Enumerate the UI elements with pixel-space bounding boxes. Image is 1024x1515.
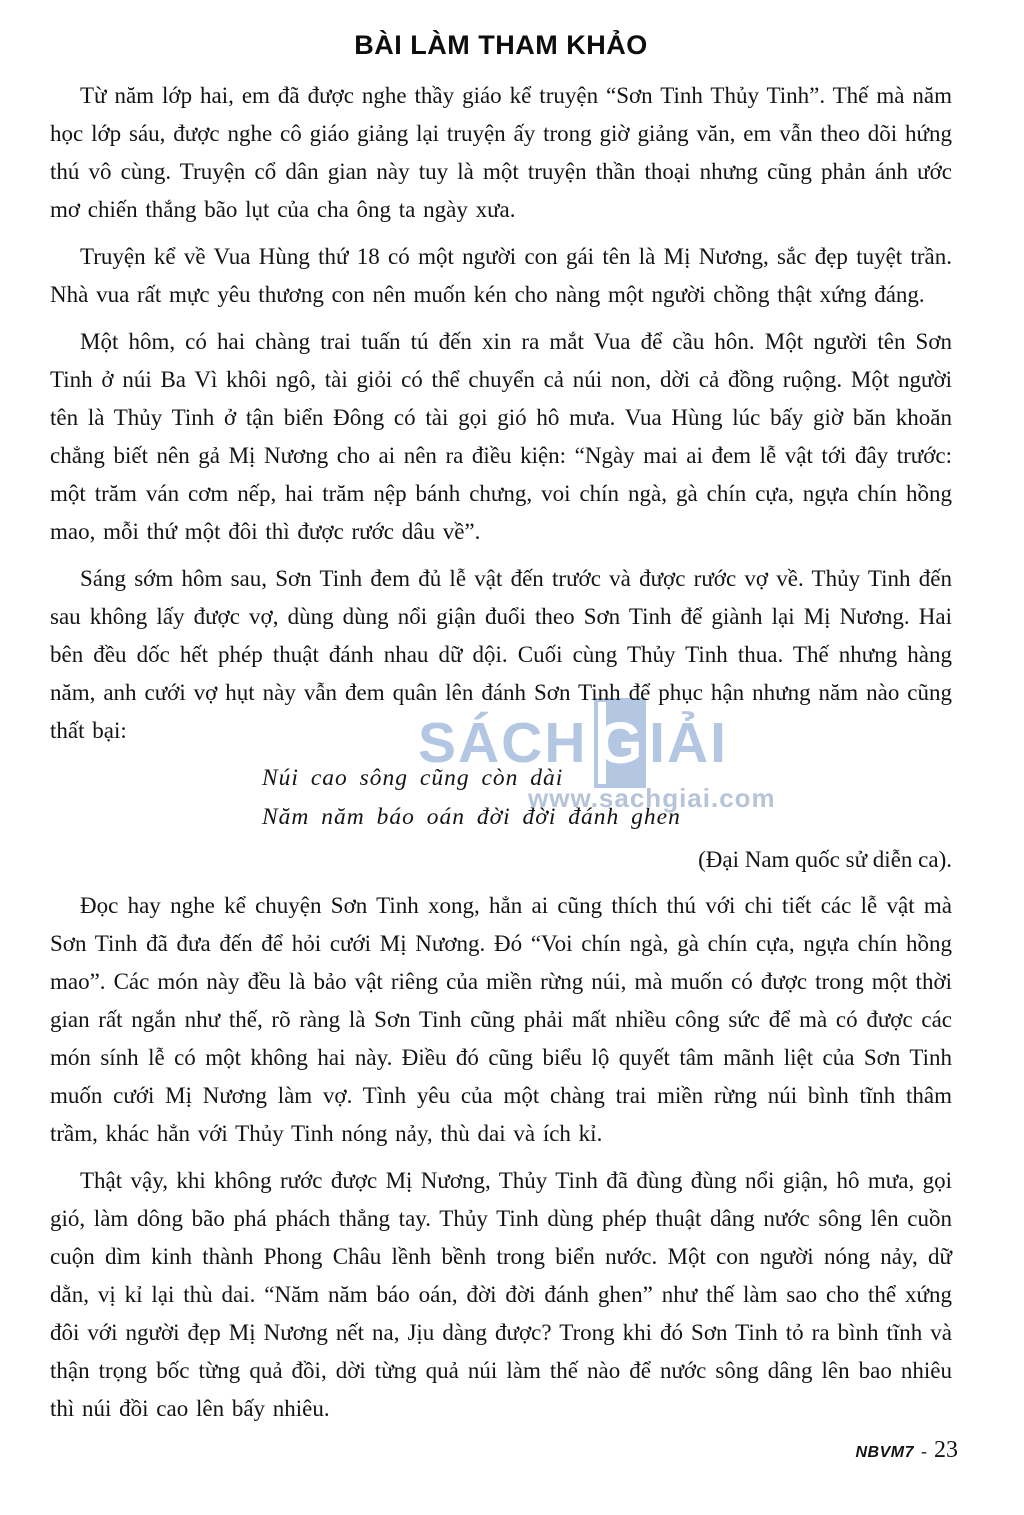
verse-block [262,759,952,837]
footer-code: NBVM7 [855,1444,914,1461]
verse-line-2: Năm năm báo oán đời đời đánh ghen [262,804,681,830]
paragraph-4: Sáng sớm hôm sau, Sơn Tinh đem đủ lễ vật đến trước và được rước vợ về. Thủy Tinh đến sau không lấy được vợ, dùng dùng nổi giận đuổi theo Sơn Tinh để giành lại Mị Nương. Hai bên đều dốc hết phép thuật đánh nhau dữ dội. Cuối cùng Thủy Tinh thua. Thế nhưng hàng năm, anh cưới vợ hụt này vẫn đem quân lên đánh Sơn Tinh để phục hận nhưng năm nào cũng thất bại: [50,566,952,743]
watermark-text-prefix: SÁCH [418,711,588,775]
page-title: BÀI LÀM THAM KHẢO [354,30,648,60]
paragraph-2: Truyện kể về Vua Hùng thứ 18 có một người con gái tên là Mị Nương, sắc đẹp tuyệt trần. Nhà vua rất mực yêu thương con nên muốn kén cho nàng một người chồng thật xứng đáng. [50,244,952,307]
verse-attribution: (Đại Nam quốc sử diễn ca). [698,847,952,872]
footer-page-number: 23 [934,1437,958,1463]
page-footer [855,1437,958,1464]
watermark-url: www.sachgiai.com [528,783,776,813]
watermark-text-suffix: IẢI [649,711,728,775]
footer-separator: - [921,1441,927,1461]
paragraph-6: Thật vậy, khi không rước được Mị Nương, Thủy Tinh đã đùng đùng nổi giận, hô mưa, gọi gió, làm dông bão phá phách thẳng tay. Thủy Tinh dùng phép thuật dâng nước sông lên cuồn cuộn dìm kinh thành Phong Châu lềnh bềnh trong biển nước. Một con người nóng nảy, dữ dằn, vị kỉ lại thù dai. “Năm năm báo oán, đời đời đánh ghen” như thế làm sao cho thể xứng đôi với người đẹp Mị Nương nết na, Jịu dàng được? Trong khi đó Sơn Tinh tỏ ra bình tĩnh và thận trọng bốc từng quả đồi, dời từng quả núi làm thế nào để nước sông dâng lên bao nhiêu thì núi đồi cao lên bấy nhiêu. [50,1168,952,1421]
sachgiai-logo-icon: G [594,698,647,788]
paragraph-1: Từ năm lớp hai, em đã được nghe thầy giáo kể truyện “Sơn Tinh Thủy Tinh”. Thế mà năm học lớp sáu, được nghe cô giáo giảng lại truyện ấy trong giờ giảng văn, em vẫn theo dõi hứng thú vô cùng. Truyện cổ dân gian này tuy là một truyện thần thoại nhưng cũng phản ánh ước mơ chiến thắng bão lụt của cha ông ta ngày xưa. [50,83,952,222]
verse-line-1: Núi cao sông cũng còn dài [262,765,564,791]
paragraph-3: Một hôm, có hai chàng trai tuấn tú đến xin ra mắt Vua để cầu hôn. Một người tên Sơn Tinh ở núi Ba Vì khôi ngô, tài giỏi có thể chuyển cả núi non, dời cả đồng ruộng. Một người tên là Thủy Tinh ở tận biển Đông có tài gọi gió hô mưa. Vua Hùng lúc bấy giờ băn khoăn chẳng biết nên gả Mị Nương cho ai nên ra điều kiện: “Ngày mai ai đem lễ vật tới đây trước: một trăm ván cơm nếp, hai trăm nệp bánh chưng, voi chín ngà, gà chín cựa, ngựa chín hồng mao, mỗi thứ một đôi thì được rước dâu về”. [50,329,952,544]
paragraph-5: Đọc hay nghe kể chuyện Sơn Tinh xong, hẳn ai cũng thích thú với chi tiết các lễ vật mà Sơn Tinh đã đưa đến để hỏi cưới Mị Nương. Đó “Voi chín ngà, gà chín cựa, ngựa chín hồng mao”. Các món này đều là bảo vật riêng của miền rừng núi, mà muốn có được trong một thời gian rất ngắn như thế, rõ ràng là Sơn Tinh cũng phải mất nhiều công sức để mà có được các món sính lễ có một không hai này. Điều đó cũng biểu lộ quyết tâm mãnh liệt của Sơn Tinh muốn cưới Mị Nương làm vợ. Tình yêu của một chàng trai miền rừng núi bình tĩnh thâm trầm, khác hẳn với Thủy Tinh nóng nảy, thù dai và ích kỉ. [50,893,952,1146]
